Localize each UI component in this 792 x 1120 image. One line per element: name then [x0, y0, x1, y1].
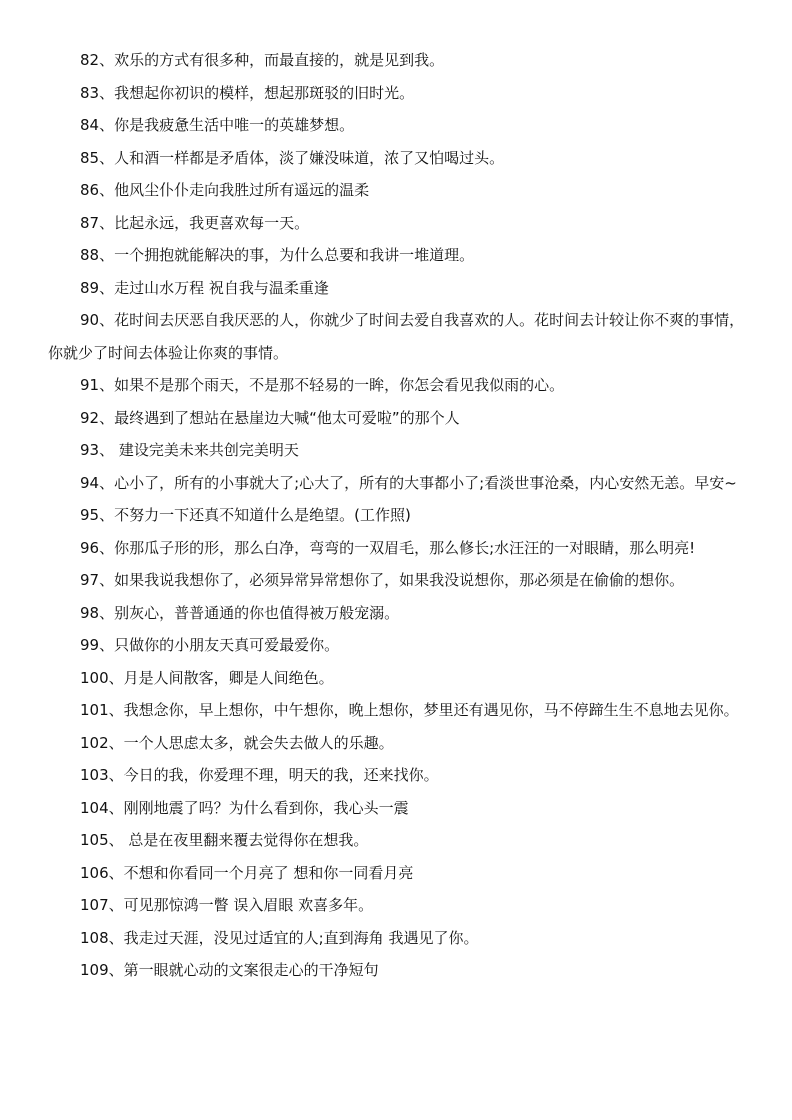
- paragraph: 89、走过山水万程 祝自我与温柔重逢: [80, 278, 329, 297]
- paragraph: 95、不努力一下还真不知道什么是绝望。(工作照): [80, 506, 411, 524]
- paragraph: 107、可见那惊鸿一瞥 误入眉眼 欢喜多年。: [80, 896, 374, 914]
- paragraph: 87、比起永远，我更喜欢每一天。: [80, 213, 310, 232]
- paragraph: 100、月是人间散客，卿是人间绝色。: [80, 668, 334, 687]
- paragraph: 96、你那瓜子形的形，那么白净，弯弯的一双眉毛，那么修长;水汪汪的一对眼睛，那么明亮!: [80, 538, 696, 557]
- paragraph: 105、 总是在夜里翻来覆去觉得你在想我。: [80, 831, 369, 849]
- paragraph: 97、如果我说我想你了，必须异常异常想你了，如果我没说想你，那必须是在偷偷的想你。: [80, 571, 685, 589]
- paragraph: 93、 建设完美未来共创完美明天: [80, 441, 299, 459]
- paragraph: 94、心小了，所有的小事就大了;心大了，所有的大事都小了;看淡世事沧桑，内心安然无恙。早安~: [80, 473, 737, 492]
- paragraph: 98、别灰心，普普通通的你也值得被万般宠溺。: [80, 603, 400, 622]
- paragraph: 85、人和酒一样都是矛盾体，淡了嫌没味道，浓了又怕喝过头。: [80, 148, 505, 167]
- paragraph: 90、花时间去厌恶自我厌恶的人，你就少了时间去爱自我喜欢的人。花时间去计较让你不爽的事情，你就少了时间去体验让你爽的事情。: [48, 311, 745, 362]
- paragraph: 101、我想念你，早上想你，中午想你，晚上想你，梦里还有遇见你，马不停蹄生生不息地去见你。: [80, 701, 739, 719]
- paragraph: 102、一个人思虑太多，就会失去做人的乐趣。: [80, 733, 394, 752]
- paragraph: 108、我走过天涯，没见过适宜的人;直到海角 我遇见了你。: [80, 928, 479, 947]
- paragraph: 104、刚刚地震了吗？为什么看到你，我心头一震: [80, 798, 409, 817]
- paragraph: 88、一个拥抱就能解决的事，为什么总要和我讲一堆道理。: [80, 246, 475, 264]
- paragraph: 82、欢乐的方式有很多种，而最直接的，就是见到我。: [80, 51, 445, 69]
- paragraph: 106、不想和你看同一个月亮了 想和你一同看月亮: [80, 863, 414, 882]
- paragraph-list: [48, 44, 748, 987]
- paragraph: 103、今日的我，你爱理不理，明天的我，还来找你。: [80, 766, 439, 784]
- paragraph: 92、最终遇到了想站在悬崖边大喊“他太可爱啦”的那个人: [80, 408, 460, 427]
- paragraph: 84、你是我疲惫生活中唯一的英雄梦想。: [80, 116, 355, 134]
- paragraph: 83、我想起你初识的模样，想起那斑驳的旧时光。: [80, 83, 415, 102]
- paragraph: 109、第一眼就心动的文案很走心的干净短句: [80, 961, 379, 979]
- paragraph: 99、只做你的小朋友天真可爱最爱你。: [80, 636, 340, 654]
- paragraph: 91、如果不是那个雨天，不是那不轻易的一眸，你怎会看见我似雨的心。: [80, 376, 565, 394]
- paragraph: 86、他风尘仆仆走向我胜过所有遥远的温柔: [80, 181, 370, 199]
